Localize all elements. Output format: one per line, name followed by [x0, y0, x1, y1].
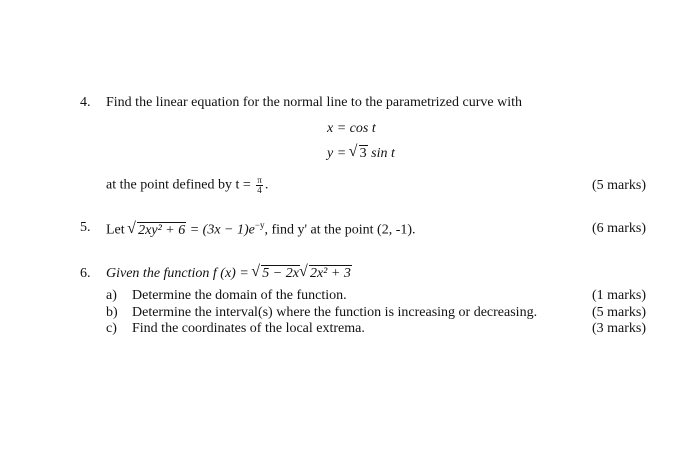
q5-exponent: −y: [254, 220, 265, 230]
q4-point-text: at the point defined by t =: [106, 177, 255, 193]
q4-equation-y: [327, 146, 395, 162]
q5-radicand: 2xy² + 6: [138, 222, 186, 238]
q6-radicand-2: 2x² + 3: [309, 266, 351, 281]
q6-sqrt-2: [300, 266, 352, 282]
q5-let: Let: [106, 222, 129, 238]
q5-rhs: = (3x − 1)e: [186, 222, 255, 238]
q6-part-c-marks: (3 marks): [591, 321, 646, 336]
q4-eq2-sqrt: [350, 146, 368, 162]
q6-part-b-text: Determine the interval(s) where the function is increasing or decreasing.: [132, 305, 538, 320]
q5-number: 5.: [80, 220, 91, 235]
q6-number: 6.: [80, 266, 91, 281]
q6-part-b-marks: (5 marks): [591, 305, 646, 320]
q5-marks: (6 marks): [591, 221, 646, 236]
q4-period: .: [264, 177, 269, 193]
q6-part-c-label: c): [106, 321, 117, 336]
q6-given-line: [106, 266, 352, 282]
q4-equation-x: x = cos t: [327, 121, 376, 136]
q6-part-b-label: b): [106, 305, 118, 320]
q6-part-c-text: Find the coordinates of the local extrema.: [132, 321, 365, 336]
q4-eq2-rest: sin t: [367, 146, 395, 161]
q4-marks: (5 marks): [591, 178, 646, 193]
q4-text: Find the linear equation for the normal line to the parametrized curve with: [106, 95, 522, 110]
q4-number: 4.: [80, 95, 91, 110]
q4-fraction: [256, 176, 263, 195]
q6-sqrt-1: [252, 266, 300, 282]
q4-point-line: [106, 176, 268, 195]
q6-part-a-marks: (1 marks): [591, 288, 646, 303]
q5-line: [106, 220, 416, 239]
q6-part-a-label: a): [106, 288, 117, 303]
q4-eq2-radicand: 3: [359, 146, 367, 161]
q6-part-a-text: Determine the domain of the function.: [132, 288, 347, 303]
q5-sqrt: [128, 223, 186, 239]
q4-frac-den: 4: [257, 185, 262, 195]
q4-frac-num: π: [257, 175, 262, 185]
q6-given: Given the function f (x) =: [106, 266, 253, 281]
q4-eq2-lhs: y =: [327, 146, 350, 161]
q5-find: , find y' at the point (2, -1).: [264, 222, 416, 238]
q6-radicand-1: 5 − 2x: [262, 266, 299, 281]
